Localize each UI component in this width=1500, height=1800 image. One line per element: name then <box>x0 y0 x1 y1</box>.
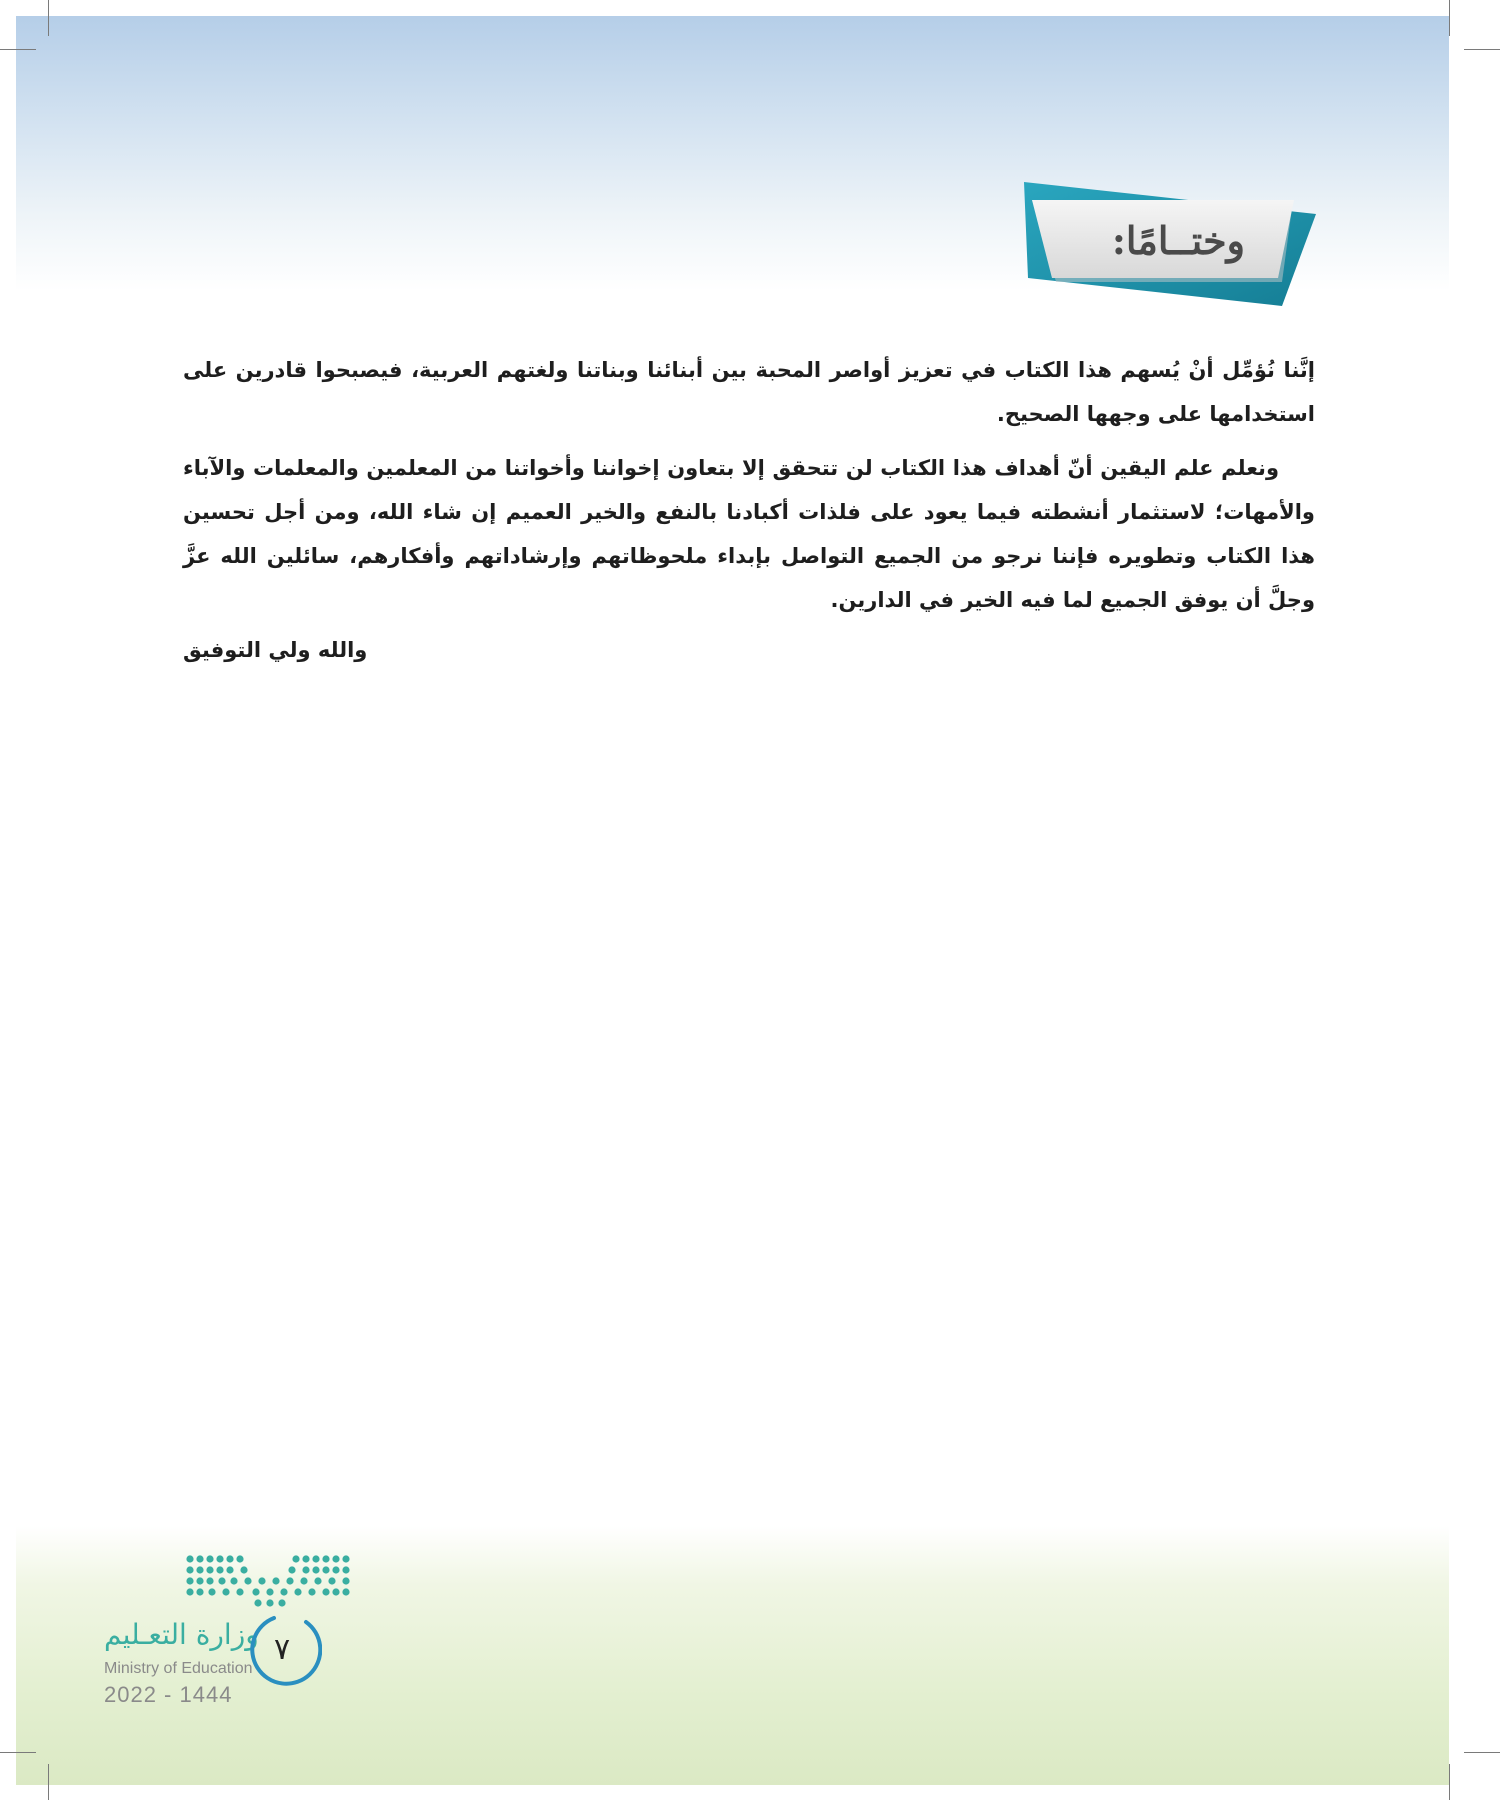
section-heading <box>1010 178 1320 308</box>
logo-dot <box>302 1566 309 1573</box>
logo-dot <box>252 1588 259 1595</box>
logo-dot <box>278 1599 285 1606</box>
logo-dot <box>294 1588 301 1595</box>
closing-line: والله ولي التوفيق <box>183 638 368 662</box>
logo-dot <box>206 1566 213 1573</box>
crop-mark <box>1464 1752 1500 1753</box>
logo-dot <box>218 1577 225 1584</box>
logo-dot <box>332 1555 339 1562</box>
logo-dot <box>280 1588 287 1595</box>
logo-dot <box>342 1588 349 1595</box>
ministry-name-arabic: وزارة التعـليم <box>104 1618 259 1651</box>
logo-dot <box>308 1588 315 1595</box>
logo-dot <box>332 1566 339 1573</box>
logo-dot <box>266 1599 273 1606</box>
logo-dot <box>322 1555 329 1562</box>
logo-dot <box>196 1566 203 1573</box>
edition-year: 2022 - 1444 <box>104 1682 233 1707</box>
logo-dot <box>244 1577 251 1584</box>
body-text <box>183 348 1315 632</box>
crop-mark <box>1464 49 1500 50</box>
crop-mark <box>48 1764 49 1800</box>
logo-dot <box>226 1566 233 1573</box>
logo-dot <box>196 1555 203 1562</box>
logo-dot <box>206 1577 213 1584</box>
page-number: ٧ <box>273 1632 291 1667</box>
logo-dot <box>208 1588 215 1595</box>
logo-dot <box>328 1577 335 1584</box>
logo-dot <box>206 1555 213 1562</box>
logo-dot <box>288 1566 295 1573</box>
logo-dot <box>240 1566 247 1573</box>
logo-dot <box>342 1577 349 1584</box>
logo-dot <box>266 1588 273 1595</box>
logo-dot <box>272 1577 279 1584</box>
logo-dot <box>186 1577 193 1584</box>
logo-dot <box>292 1555 299 1562</box>
logo-dot <box>186 1588 193 1595</box>
logo-dot <box>216 1555 223 1562</box>
logo-dot <box>342 1566 349 1573</box>
logo-dot <box>196 1577 203 1584</box>
logo-dot <box>196 1588 203 1595</box>
crop-mark <box>0 49 36 50</box>
ministry-name-english: Ministry of Education <box>104 1660 253 1677</box>
logo-dot <box>300 1577 307 1584</box>
paragraph-appeal: ونعلم علم اليقين أنّ أهداف هذا الكتاب لن تتحقق إلا بتعاون إخواننا وأخواتنا من المعلمين والمعلمات والآباء والأمهات؛ لاستثمار أنشطته فيما يعود على فلذات أكبادنا بالنفع والخير العميم إن شاء الله، ومن أجل تحسين هذا الكتاب وتطويره فإننا نرجو من الجميع التواصل بإبداء ملحوظاتهم وإرشاداتهم وأفكارهم، سائلين الله عزَّ وجلَّ أن يوفق الجميع لما فيه الخير في الدارين. <box>183 456 1315 612</box>
logo-dot <box>186 1555 193 1562</box>
logo-dot <box>226 1555 233 1562</box>
logo-dot <box>312 1566 319 1573</box>
crop-mark <box>1449 1764 1450 1800</box>
logo-dot <box>322 1566 329 1573</box>
logo-dot <box>186 1566 193 1573</box>
logo-dot <box>342 1555 349 1562</box>
logo-dot <box>222 1588 229 1595</box>
ministry-logo-icon <box>186 1553 356 1613</box>
crop-mark <box>0 1752 36 1753</box>
logo-dot <box>236 1588 243 1595</box>
logo-dot <box>332 1588 339 1595</box>
logo-dot <box>236 1555 243 1562</box>
logo-dot <box>286 1577 293 1584</box>
logo-dot <box>254 1599 261 1606</box>
logo-dot <box>230 1577 237 1584</box>
crop-mark <box>1449 0 1450 36</box>
paragraph-intro: إنَّنا نُؤمِّل أنْ يُسهم هذا الكتاب في تعزيز أواصر المحبة بين أبنائنا وبناتنا ولغتهم العربية، فيصبحوا قادرين على استخدامها على وجهها الصحيح. <box>183 358 1315 426</box>
logo-dot <box>322 1588 329 1595</box>
heading-title: وختــامًا: <box>1111 218 1245 263</box>
logo-dot <box>314 1577 321 1584</box>
crop-mark <box>48 0 49 36</box>
logo-dot <box>258 1577 265 1584</box>
logo-dot <box>302 1555 309 1562</box>
logo-dot <box>312 1555 319 1562</box>
logo-dot <box>216 1566 223 1573</box>
